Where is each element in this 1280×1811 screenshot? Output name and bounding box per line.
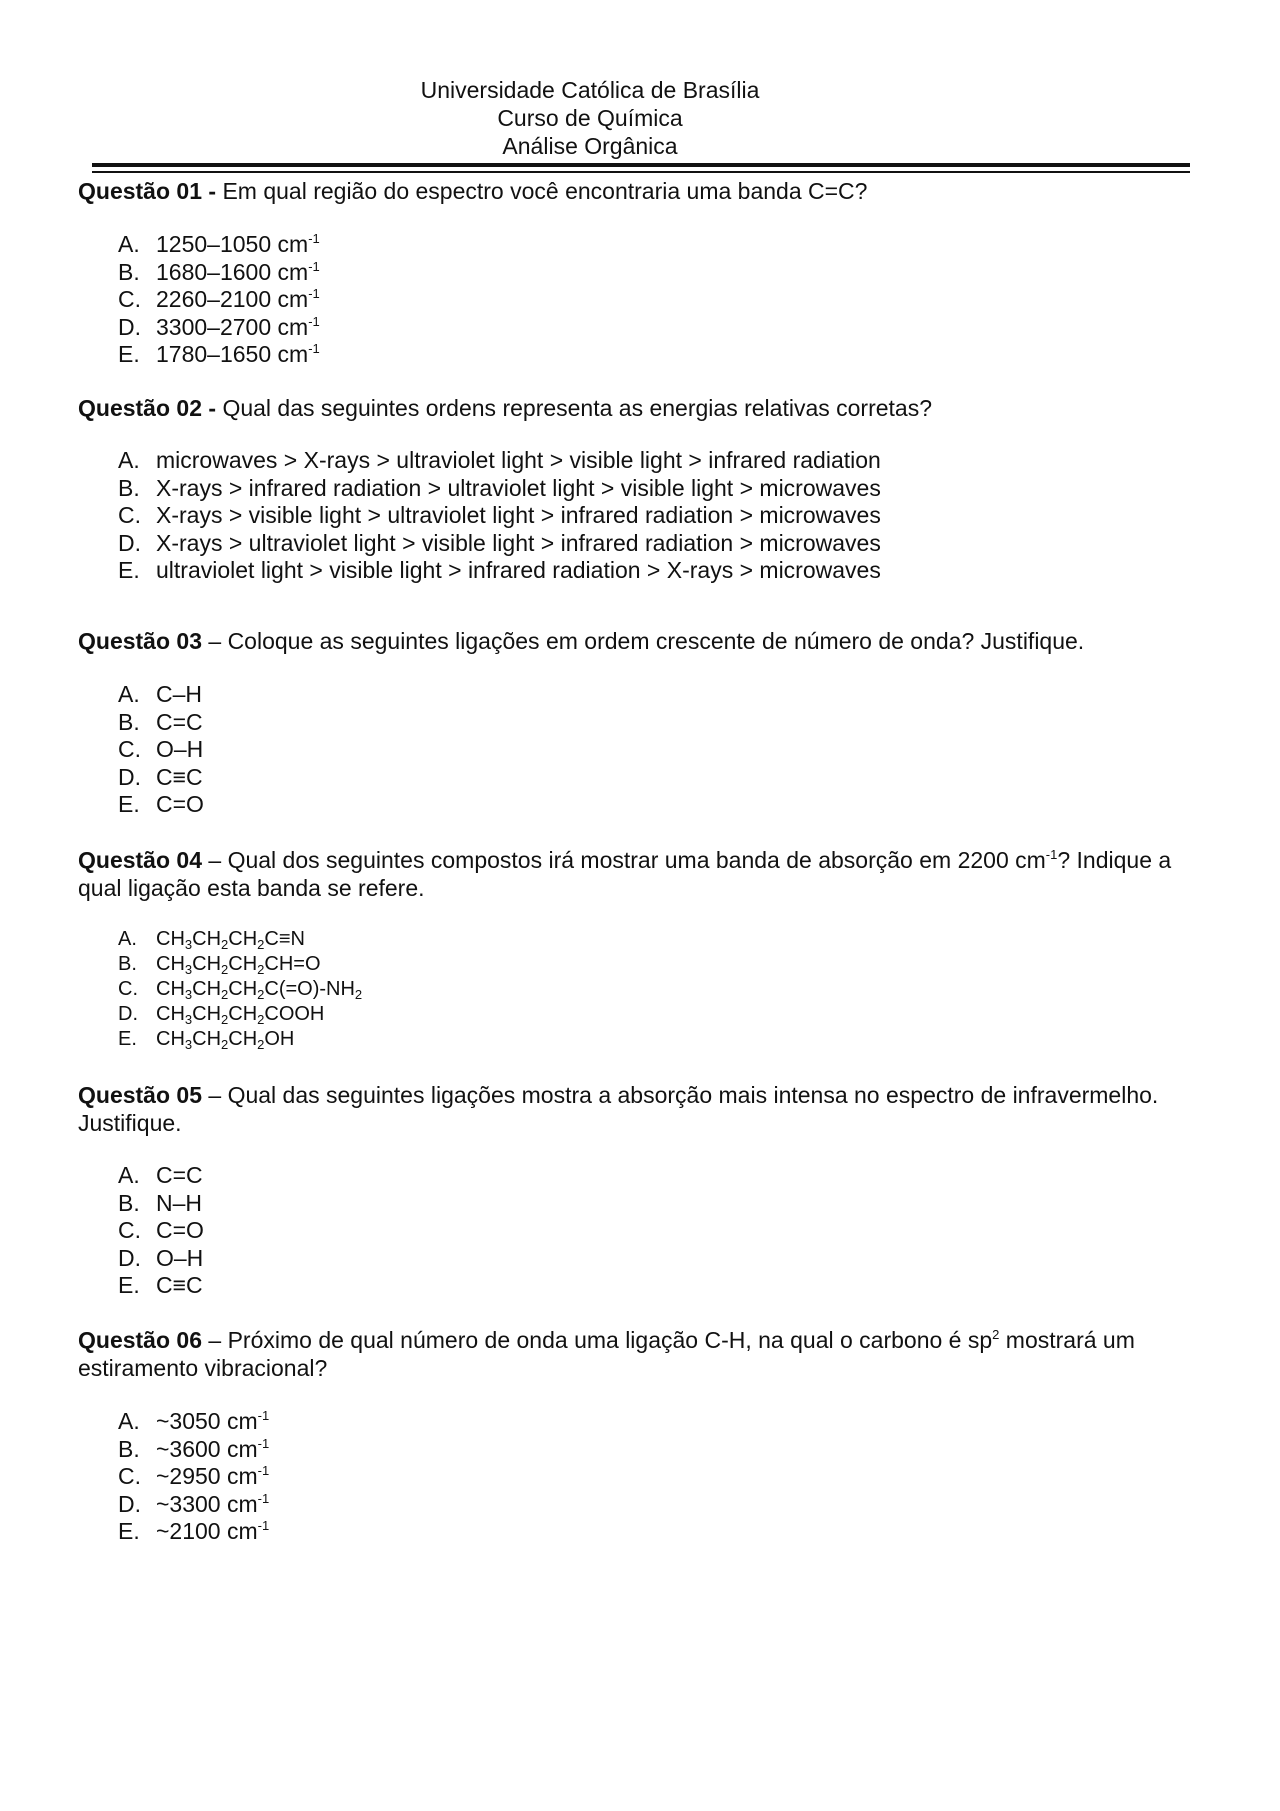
university-name: Universidade Católica de Brasília: [420, 77, 760, 103]
question-06: [78, 1326, 1208, 1382]
question-text-sup: -1: [1045, 847, 1058, 862]
course-name: Curso de Química: [497, 105, 683, 131]
option-d: D. ~3300 $cm^{-1}$: [118, 1490, 270, 1517]
question-text: Qual das seguintes ordens representa as energias relativas corretas?: [222, 395, 933, 421]
options-q03: [118, 681, 204, 819]
option-c: C. C=O: [118, 1217, 204, 1243]
subject-name: Análise Orgânica: [502, 133, 678, 159]
option-c: C. ~2950 $cm^{-1}$: [118, 1463, 270, 1489]
question-label: Questão 04: [78, 847, 202, 873]
option-d: D. O–H: [118, 1244, 204, 1271]
option-a: A. C=C: [118, 1162, 203, 1188]
options-q01: [118, 231, 320, 369]
question-label: Questão 01 -: [78, 178, 217, 204]
question-label: Questão 03: [78, 628, 202, 654]
question-text-cont: mostrará um estiramento vibracional?: [78, 1327, 1135, 1381]
option-c: C. 2260–2100 $cm^{-1}$: [118, 286, 320, 312]
question-04: [78, 846, 1208, 902]
option-c: C. O–H: [118, 736, 204, 762]
question-text: – Qual das seguintes ligações mostra a absorção mais intensa no espectro de infravermelho. Justifique.: [78, 1082, 1159, 1136]
option-e: E. $CH_3CH_2CH_2OH$: [118, 1028, 295, 1052]
question-text: – Próximo de qual número de onda uma ligação C-H, na qual o carbono é sp: [208, 1327, 993, 1353]
option-e: E. ultraviolet light > visible light > infrared radiation > X-rays > microwaves: [118, 557, 881, 583]
question-01: [78, 177, 1208, 205]
option-b: B. 1680–1600 $cm^{-1}$: [118, 258, 320, 285]
option-c: C. X-rays > visible light > ultraviolet light > infrared radiation > microwaves: [118, 502, 881, 528]
option-a: A. $CH_3CH_2CH_2C\equiv N$: [118, 928, 305, 952]
question-text: Em qual região do espectro você encontraria uma banda C=C?: [222, 178, 868, 204]
option-e: E. ~2100 $cm^{-1}$: [118, 1518, 270, 1544]
option-a: A. C–H: [118, 681, 203, 707]
question-05: [78, 1081, 1208, 1137]
option-d: D. 3300–2700 $cm^{-1}$: [118, 313, 320, 340]
question-02: [78, 394, 1208, 422]
option-b: B. $CH_3CH_2CH_2CH=O$: [118, 953, 321, 977]
question-text: – Coloque as seguintes ligações em ordem crescente de número de onda? Justifique.: [208, 628, 1085, 654]
header-rule-thin: [92, 171, 1190, 173]
option-e: E. C=O: [118, 791, 204, 817]
options-q02: [118, 447, 881, 585]
header-rule-thick: [92, 163, 1190, 167]
question-03: [78, 627, 1208, 655]
option-b: B. N–H: [118, 1189, 203, 1216]
question-label: Questão 05: [78, 1082, 202, 1108]
document-header: [0, 76, 1180, 160]
option-b: B. C=C: [118, 708, 203, 735]
option-a: A. microwaves > X-rays > ultraviolet light > visible light > infrared radiation: [118, 447, 881, 473]
question-text-cont: ? Indique a qual ligação esta banda se refere.: [78, 847, 1172, 901]
option-a: A. ~3050 $cm^{-1}$: [118, 1408, 270, 1434]
options-q04: [118, 927, 362, 1052]
option-d: D. C≡C: [118, 763, 203, 790]
question-label: Questão 06: [78, 1327, 202, 1353]
option-a: A. 1250–1050 $cm^{-1}$: [118, 231, 320, 257]
option-e: E. 1780–1650 $cm^{-1}$: [118, 341, 320, 367]
option-e: E. C≡C: [118, 1272, 203, 1298]
options-q06: [118, 1408, 269, 1546]
option-d: D. X-rays > ultraviolet light > visible light > infrared radiation > microwaves: [118, 529, 881, 556]
option-b: B. ~3600 $cm^{-1}$: [118, 1435, 270, 1462]
question-text: – Qual dos seguintes compostos irá mostrar uma banda de absorção em 2200 cm: [208, 847, 1046, 873]
option-b: B. X-rays > infrared radiation > ultraviolet light > visible light > microwaves: [118, 474, 881, 501]
question-text-sup: 2: [992, 1327, 1000, 1342]
question-label: Questão 02 -: [78, 395, 217, 421]
option-c: C. $CH_3CH_2CH_2C(=O)-NH_2$: [118, 978, 363, 1002]
options-q05: [118, 1162, 204, 1300]
option-d: D. $CH_3CH_2CH_2COOH$: [118, 1003, 325, 1027]
